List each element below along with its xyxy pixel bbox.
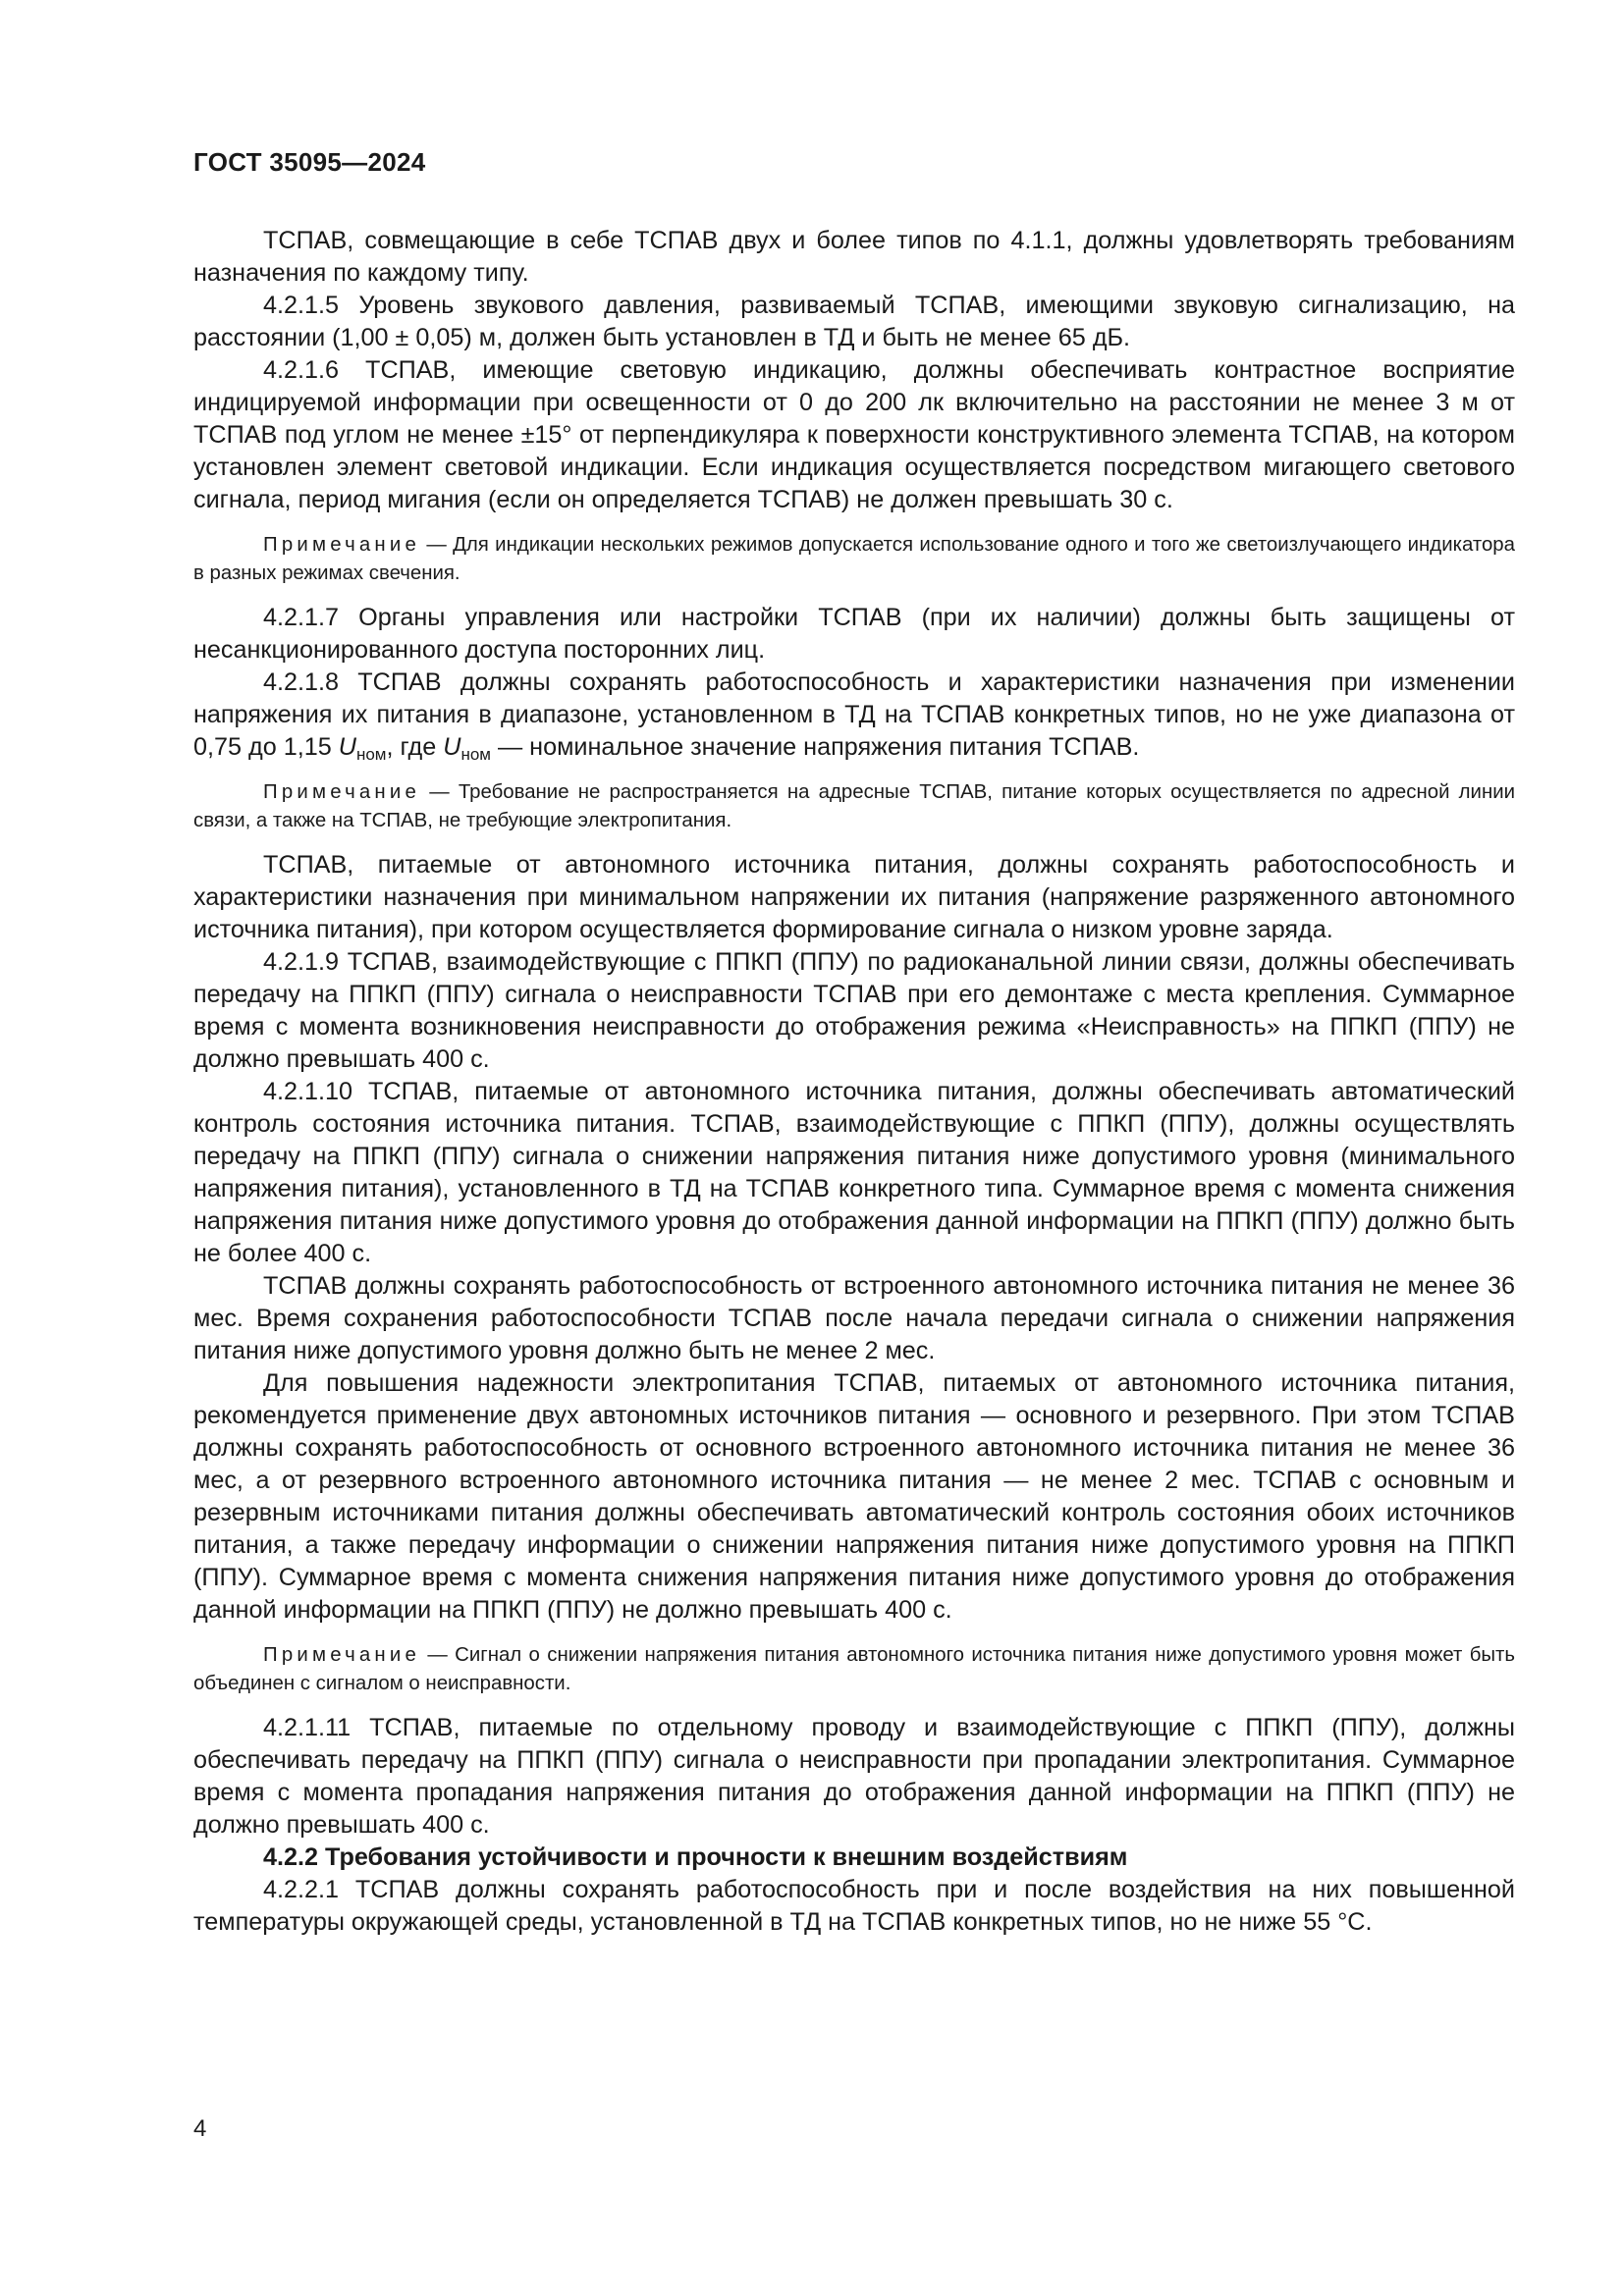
paragraph-autonomous-power: ТСПАВ, питаемые от автономного источника питания, должны сохранять работоспособность и характеристики назначения при минимальном напряжении их питания (напряжение разряженного автономного источника питания), при котором осуществляется формирование сигнала о низком уровне заряда.	[193, 851, 1515, 943]
note-3	[193, 1641, 1515, 1697]
document-body	[193, 225, 1515, 1939]
voltage-symbol: U	[338, 733, 356, 761]
paragraph-4-2-1-11: 4.2.1.11 ТСПАВ, питаемые по отдельному проводу и взаимодействующие с ППКП (ППУ), должны обеспечивать передачу на ППКП (ППУ) сигнала о неисправности при пропадании электропитания. Суммарное время с момента пропадания напряжения питания до отображения данной информации на ППКП (ППУ) не должно превышать 400 с.	[193, 1714, 1515, 1839]
note-2-text: — Требование не распространяется на адресные ТСПАВ, питание которых осуществляется по адресной линии связи, а также на ТСПАВ, не требующие электропитания.	[193, 781, 1515, 831]
note-3-text: — Сигнал о снижении напряжения питания автономного источника питания ниже допустимого уровня может быть объединен с сигналом о неисправности.	[193, 1644, 1515, 1694]
paragraph-4-2-1-8: 4.2.1.8 ТСПАВ должны сохранять работоспособность и характеристики назначения при изменении напряжения их питания в диапазоне, установленном в ТД на ТСПАВ конкретных типов, но не уже диапазона от 0,75 до 1,15 $U_{ном}$, где $U_{ном}$ — номинальное значение напряжения питания ТСПАВ.	[193, 668, 1515, 764]
voltage-symbol: U	[443, 733, 461, 761]
paragraph-4-2-1-5: 4.2.1.5 Уровень звукового давления, развиваемый ТСПАВ, имеющими звуковую сигнализацию, на расстоянии (1,00 ± 0,05) м, должен быть установлен в ТД и быть не менее 65 дБ.	[193, 292, 1515, 351]
paragraph-battery-life: ТСПАВ должны сохранять работоспособность от встроенного автономного источника питания не менее 36 мес. Время сохранения работоспособности ТСПАВ после начала передачи сигнала о снижении напряжения питания ниже допустимого уровня должно быть не менее 2 мес.	[193, 1272, 1515, 1364]
paragraph-4-2-2-1: 4.2.2.1 ТСПАВ должны сохранять работоспособность при и после воздействия на них повышенной температуры окружающей среды, установленной в ТД на ТСПАВ конкретных типов, но не ниже 55 °С.	[193, 1876, 1515, 1936]
page-number: 4	[193, 2115, 207, 2142]
voltage-subscript: ном	[460, 745, 491, 764]
paragraph-4-2-1-10: 4.2.1.10 ТСПАВ, питаемые от автономного источника питания, должны обеспечивать автоматический контроль состояния источника питания. ТСПАВ, взаимодействующие с ППКП (ППУ), должны осуществлять передачу на ППКП (ППУ) сигнала о снижении напряжения питания ниже допустимого уровня (минимального напряжения питания), установленного в ТД на ТСПАВ конкретного типа. Суммарное время с момента снижения напряжения питания ниже допустимого уровня до отображения данной информации на ППКП (ППУ) должно быть не более 400 с.	[193, 1078, 1515, 1267]
paragraph-dual-power: Для повышения надежности электропитания ТСПАВ, питаемых от автономного источника питания, рекомендуется применение двух автономных источников питания — основного и резервного. При этом ТСПАВ должны сохранять работоспособность от основного встроенного автономного источника питания не менее 36 мес, а от резервного встроенного автономного источника питания — не менее 2 мес. ТСПАВ с основным и резервным источниками питания должны обеспечивать автоматический контроль состояния обоих источников питания, а также передачу информации о снижении напряжения питания ниже допустимого уровня на ППКП (ППУ). Суммарное время с момента снижения напряжения питания ниже допустимого уровня до отображения данной информации на ППКП (ППУ) не должно превышать 400 с.	[193, 1369, 1515, 1624]
note-label: Примечание	[263, 1644, 421, 1666]
paragraph-4-2-1-6: 4.2.1.6 ТСПАВ, имеющие световую индикацию, должны обеспечивать контрастное восприятие индицируемой информации при освещенности от 0 до 200 лк включительно на расстоянии не менее 3 м от ТСПАВ под углом не менее ±15° от перпендикуляра к поверхности конструктивного элемента ТСПАВ, на котором установлен элемент световой индикации. Если индикация осуществляется посредством мигающего светового сигнала, период мигания (если он определяется ТСПАВ) не должен превышать 30 с.	[193, 356, 1515, 513]
section-heading-4-2-2: 4.2.2 Требования устойчивости и прочности к внешним воздействиям	[263, 1843, 1128, 1871]
paragraph-4-2-1-9: 4.2.1.9 ТСПАВ, взаимодействующие с ППКП (ППУ) по радиоканальной линии связи, должны обеспечивать передачу на ППКП (ППУ) сигнала о неисправности ТСПАВ при его демонтаже с места крепления. Суммарное время с момента возникновения неисправности до отображения режима «Неисправность» на ППКП (ППУ) не должно превышать 400 с.	[193, 948, 1515, 1073]
paragraph-combined-types: ТСПАВ, совмещающие в себе ТСПАВ двух и более типов по 4.1.1, должны удовлетворять требованиям назначения по каждому типу.	[193, 227, 1515, 287]
note-2	[193, 778, 1515, 834]
note-1	[193, 531, 1515, 587]
voltage-subscript: ном	[355, 745, 387, 764]
document-header: ГОСТ 35095—2024	[193, 147, 426, 177]
paragraph-4-2-1-7: 4.2.1.7 Органы управления или настройки ТСПАВ (при их наличии) должны быть защищены от несанкционированного доступа посторонних лиц.	[193, 604, 1515, 664]
note-label: Примечание	[263, 781, 421, 803]
note-label: Примечание	[263, 534, 421, 556]
note-1-text: — Для индикации нескольких режимов допускается использование одного и того же светоизлучающего индикатора в разных режимах свечения.	[193, 534, 1515, 584]
